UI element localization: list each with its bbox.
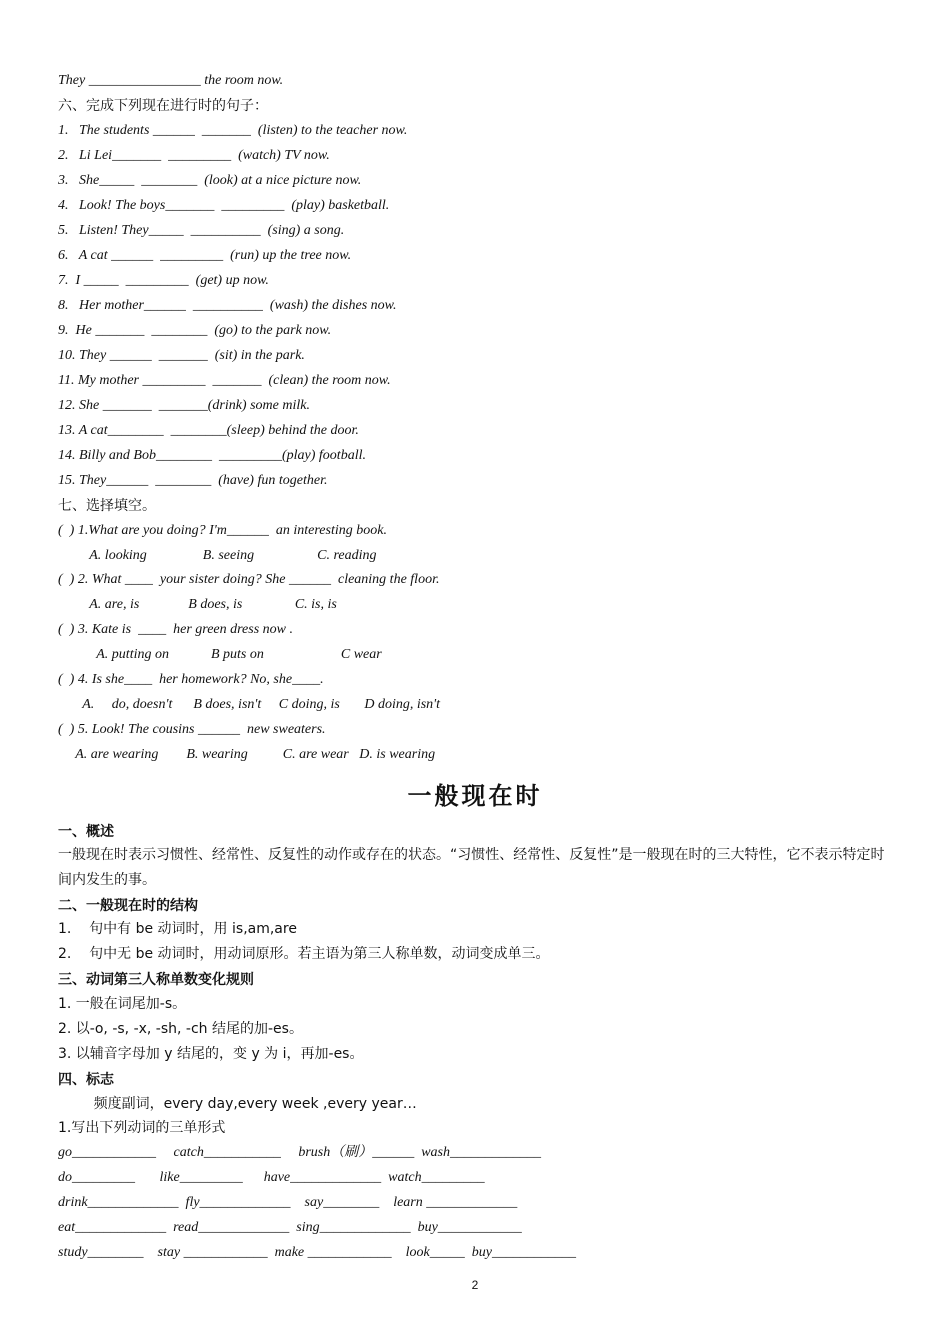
s1-heading: 一、概述 xyxy=(58,824,114,840)
option-line: A. are, is B does, is C. is, is xyxy=(58,597,337,612)
question-line: ( ) 5. Look! The cousins ______ new sweaters. xyxy=(58,722,326,737)
question-line: ( ) 1.What are you doing? I'm______ an interesting book. xyxy=(58,523,387,538)
list-item: 6. A cat ______ _________ (run) up the tree now. xyxy=(58,248,352,263)
list-item: 2. Li Lei_______ _________ (watch) TV now. xyxy=(58,148,330,163)
list-item: 3. She_____ ________ (look) at a nice picture now. xyxy=(58,173,362,188)
s1-paragraph: 一般现在时表示习惯性、经常性、反复性的动作或存在的状态。“习惯性、经常性、反复性”是一般现在时的三大特性，它不表示特定时间内发生的事。 xyxy=(58,847,885,888)
list-item: 12. She _______ _______(drink) some milk. xyxy=(58,398,310,413)
page-number: 2 xyxy=(471,1278,479,1292)
list-item: 4. Look! The boys_______ _________ (play) basketball. xyxy=(58,198,390,213)
question-line: ( ) 3. Kate is ____ her green dress now . xyxy=(58,622,293,637)
page-title: 一般现在时 xyxy=(407,781,543,810)
section6-heading: 六、完成下列现在进行时的句子： xyxy=(58,98,268,114)
section7-heading: 七、选择填空。 xyxy=(58,498,156,514)
list-item: 3. 以辅音字母加 y 结尾的，变 y 为 i，再加-es。 xyxy=(58,1046,364,1062)
exercise-heading: 1.写出下列动词的三单形式 xyxy=(58,1120,226,1136)
option-line: A. putting on B puts on C wear xyxy=(58,647,382,662)
option-line: A. are wearing B. wearing C. are wear D. is wearing xyxy=(58,747,436,762)
s4-text: 频度副词，every day,every week ,every year… xyxy=(58,1096,417,1112)
list-item: 14. Billy and Bob________ _________(play) football. xyxy=(58,448,366,463)
top-line: They ________________ the room now. xyxy=(58,73,284,88)
s2-heading: 二、一般现在时的结构 xyxy=(58,898,198,914)
verb-row: eat_____________ read_____________ sing_____________ buy____________ xyxy=(58,1220,522,1235)
verb-row: do_________ like_________ have_____________ watch_________ xyxy=(58,1170,485,1185)
list-item: 15. They______ ________ (have) fun together. xyxy=(58,473,328,488)
verb-row: go____________ catch___________ brush（刷）______ wash_____________ xyxy=(58,1145,541,1160)
list-item: 1. 句中有 be 动词时，用 is,am,are xyxy=(58,921,297,937)
list-item: 1. 一般在词尾加-s。 xyxy=(58,996,187,1012)
question-line: ( ) 2. What ____ your sister doing? She ______ cleaning the floor. xyxy=(58,572,440,587)
question-line: ( ) 4. Is she____ her homework? No, she____. xyxy=(58,672,324,687)
list-item: 2. 以-o, -s, -x, -sh, -ch 结尾的加-es。 xyxy=(58,1021,303,1037)
list-item: 1. The students ______ _______ (listen) to the teacher now. xyxy=(58,123,408,138)
list-item: 9. He _______ ________ (go) to the park now. xyxy=(58,323,332,338)
list-item: 11. My mother _________ _______ (clean) the room now. xyxy=(58,373,391,388)
list-item: 2. 句中无 be 动词时，用动词原形。若主语为第三人称单数，动词变成单三。 xyxy=(58,946,550,962)
s3-heading: 三、动词第三人称单数变化规则 xyxy=(58,972,254,988)
list-item: 7. I _____ _________ (get) up now. xyxy=(58,273,269,288)
verb-row: study________ stay ____________ make ____________ look_____ buy____________ xyxy=(58,1245,576,1260)
list-item: 10. They ______ _______ (sit) in the park. xyxy=(58,348,305,363)
verb-row: drink_____________ fly_____________ say________ learn _____________ xyxy=(58,1195,518,1210)
option-line: A. do, doesn't B does, isn't C doing, is D doing, isn't xyxy=(58,697,441,712)
list-item: 13. A cat________ ________(sleep) behind the door. xyxy=(58,423,359,438)
list-item: 8. Her mother______ __________ (wash) the dishes now. xyxy=(58,298,397,313)
option-line: A. looking B. seeing C. reading xyxy=(58,548,377,563)
s4-heading: 四、标志 xyxy=(58,1072,114,1088)
list-item: 5. Listen! They_____ __________ (sing) a song. xyxy=(58,223,345,238)
